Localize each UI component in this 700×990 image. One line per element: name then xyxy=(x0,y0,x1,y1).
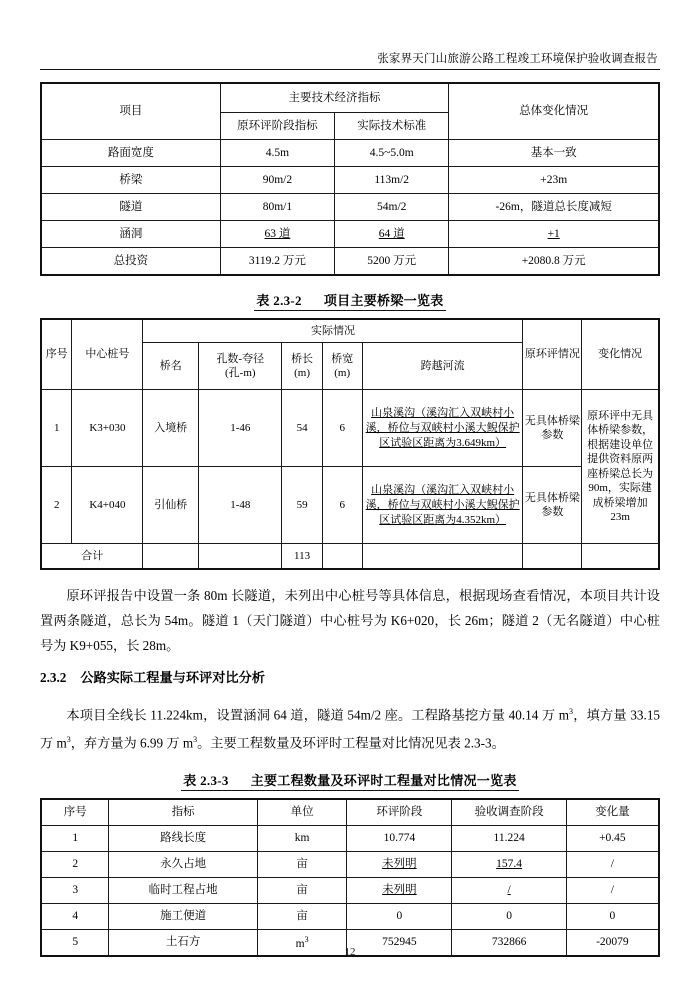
page-header xyxy=(40,0,660,70)
change-value-cell: -26m，隧道总长度减短 xyxy=(449,194,659,221)
item-cell: 桥梁 xyxy=(41,167,220,194)
bridge-river-cell: 山泉溪沟（溪沟汇入双峡村小溪，桥位与双峡村小溪大鲵保护区试验区距离为4.352km） xyxy=(362,467,523,544)
bridge-total-river xyxy=(362,544,523,570)
section-title: 公路实际工程量与环评对比分析 xyxy=(80,670,265,685)
para2-part-b: ，填方量 33.15 万 m xyxy=(40,707,661,751)
eia-value-cell: 63 道 xyxy=(220,221,334,248)
bridge-length-cell: 59 xyxy=(282,467,322,544)
quantity-delta-cell: +0.45 xyxy=(566,825,659,851)
para2-part-c: ，弃方量为 6.99 万 m xyxy=(70,735,194,751)
header-eia-situation: 原环评情况 xyxy=(523,319,582,390)
header-bridge-length-unit: (m) xyxy=(294,367,310,379)
para2-sup-1: 3 xyxy=(569,707,574,716)
quantity-accept-cell: 11.224 xyxy=(452,825,566,851)
bridge-seq-cell: 2 xyxy=(41,467,72,544)
table3-caption-number: 表 2.3-3 xyxy=(183,772,229,788)
bridge-change-cell: 原环评中无具体桥梁参数，根据建设单位提供资料原两座桥梁总长为90m，实际建成桥梁增加23m xyxy=(582,390,659,544)
bridge-eia-cell: 无具体桥梁参数 xyxy=(523,467,582,544)
bridge-river-cell: 山泉溪沟（溪沟汇入双峡村小溪，桥位与双峡村小溪大鲵保护区试验区距离为3.649km） xyxy=(362,390,523,467)
bridge-seq-cell: 1 xyxy=(41,390,72,467)
actual-value-cell: 54m/2 xyxy=(335,194,449,221)
table-row xyxy=(41,877,659,903)
table3-caption xyxy=(40,770,660,791)
eia-value-cell: 80m/1 xyxy=(220,194,334,221)
bridge-total-width xyxy=(322,544,362,570)
table-row xyxy=(41,851,659,877)
bridge-header-row-1 xyxy=(41,319,659,343)
table-row xyxy=(41,194,659,221)
table-row xyxy=(41,903,659,929)
table-row xyxy=(41,825,659,851)
header-rule xyxy=(40,69,660,70)
header-change-situation: 变化情况 xyxy=(582,319,659,390)
table-row xyxy=(41,167,659,194)
quantity-eia-cell: 752945 xyxy=(347,929,452,956)
quantity-delta-cell: -20079 xyxy=(566,929,659,956)
header-cell-4: 验收调查阶段 xyxy=(452,799,566,826)
item-cell: 隧道 xyxy=(41,194,220,221)
eia-value-cell: 4.5m xyxy=(220,140,334,167)
item-cell: 涵洞 xyxy=(41,221,220,248)
header-actual-standard: 实际技术标准 xyxy=(335,113,449,140)
bridge-eia-cell: 无具体桥梁参数 xyxy=(523,390,582,467)
header-center-pile: 中心桩号 xyxy=(72,319,143,390)
quantity-seq-cell: 4 xyxy=(41,903,109,929)
eia-value-cell: 90m/2 xyxy=(220,167,334,194)
paragraph-tunnel-info: 原环评报告中设置一条 80m 长隧道，未列出中心桩号等具体信息，根据现场查看情况，本项目共计设置两条隧道，总长为 54m。隧道 1（天门隧道）中心桩号为 K6+020，长 26m；隧道 2（无名隧道）中心桩号为 K9+055，长 28m。 xyxy=(40,588,660,653)
bridge-name-cell: 入境桥 xyxy=(143,390,199,467)
para2-sup-2: 3 xyxy=(66,735,71,745)
header-holes-span-unit: (孔-m) xyxy=(225,367,256,379)
quantity-accept-cell: 157.4 xyxy=(452,851,566,877)
bridge-total-name xyxy=(143,544,199,570)
quantity-indicator-cell: 路线长度 xyxy=(109,825,257,851)
header-main-tech: 主要技术经济指标 xyxy=(220,83,449,113)
bridge-total-length: 113 xyxy=(282,544,322,570)
quantity-eia-cell: 10.774 xyxy=(347,825,452,851)
header-cell-3: 环评阶段 xyxy=(347,799,452,826)
header-item: 项目 xyxy=(41,83,220,140)
actual-value-cell: 5200 万元 xyxy=(335,248,449,276)
quantity-accept-cell: 732866 xyxy=(452,929,566,956)
header-river-crossed: 跨越河流 xyxy=(362,343,523,390)
table2-caption xyxy=(40,290,660,311)
eia-value-cell: 3119.2 万元 xyxy=(220,248,334,276)
header-eia-stage: 原环评阶段指标 xyxy=(220,113,334,140)
quantity-indicator-cell: 施工便道 xyxy=(109,903,257,929)
table-row xyxy=(41,140,659,167)
change-value-cell: 基本一致 xyxy=(449,140,659,167)
header-cell-0: 序号 xyxy=(41,799,109,826)
bridge-holes-cell: 1-48 xyxy=(199,467,282,544)
table3-caption-text: 主要工程数量及环评时工程量对比情况一览表 xyxy=(250,772,517,788)
bridge-total-change xyxy=(582,544,659,570)
quantity-delta-cell: / xyxy=(566,851,659,877)
bridge-total-eia xyxy=(523,544,582,570)
header-bridge-length-text: 桥长 xyxy=(291,352,314,365)
header-holes-span xyxy=(199,343,282,390)
quantity-comparison-table xyxy=(40,798,660,957)
table-header-row xyxy=(41,83,659,113)
quantity-unit-cell: 亩 xyxy=(257,851,347,877)
quantity-seq-cell: 1 xyxy=(41,825,109,851)
table-header-row xyxy=(41,799,659,826)
para2-part-d: 。主要工程数量及环评时工程量对比情况见表 2.3-3。 xyxy=(197,735,505,751)
quantity-accept-cell: 0 xyxy=(452,903,566,929)
header-cell-1: 指标 xyxy=(109,799,257,826)
bridge-row xyxy=(41,467,659,544)
quantity-delta-cell: / xyxy=(566,877,659,903)
bridge-length-cell: 54 xyxy=(282,390,322,467)
table-row xyxy=(41,221,659,248)
bridge-list-table xyxy=(40,318,660,570)
quantity-seq-cell: 5 xyxy=(41,929,109,956)
table2-caption-number: 表 2.3-2 xyxy=(256,293,302,308)
section-heading-2-3-2 xyxy=(40,666,660,690)
technical-indicator-table-wrap xyxy=(40,82,660,276)
header-bridge-width-text: 桥宽 xyxy=(331,352,354,365)
quantity-seq-cell: 2 xyxy=(41,851,109,877)
change-value-cell: +2080.8 万元 xyxy=(449,248,659,276)
header-bridge-width xyxy=(322,343,362,390)
table2-caption-text: 项目主要桥梁一览表 xyxy=(323,293,444,308)
actual-value-cell: 64 道 xyxy=(335,221,449,248)
header-bridge-width-unit: (m) xyxy=(334,367,351,379)
table-row xyxy=(41,248,659,276)
header-seq: 序号 xyxy=(41,319,72,390)
quantity-unit-cell: $m^3$ xyxy=(257,929,347,956)
quantity-indicator-cell: 临时工程占地 xyxy=(109,877,257,903)
header-holes-span-text: 孔数-夸径 xyxy=(216,352,265,365)
quantity-indicator-cell: 土石方 xyxy=(109,929,257,956)
change-value-cell: +1 xyxy=(449,221,659,248)
bridge-pile-cell: K3+030 xyxy=(72,390,143,467)
quantity-accept-cell: / xyxy=(452,877,566,903)
bridge-name-cell: 引仙桥 xyxy=(143,467,199,544)
bridge-row xyxy=(41,390,659,467)
quantity-indicator-cell: 永久占地 xyxy=(109,851,257,877)
technical-indicator-table xyxy=(40,82,660,276)
bridge-width-cell: 6 xyxy=(322,467,362,544)
paragraph-quantity-info xyxy=(40,699,660,756)
bridge-total-label: 合计 xyxy=(41,544,143,570)
quantity-eia-cell: 未列明 xyxy=(347,851,452,877)
bridge-total-row xyxy=(41,544,659,570)
header-title: 张家界天门山旅游公路工程竣工环境保护验收调查报告 xyxy=(377,53,658,65)
item-cell: 路面宽度 xyxy=(41,140,220,167)
page-number: 12 xyxy=(344,946,356,958)
bridge-total-holes xyxy=(199,544,282,570)
bridge-width-cell: 6 xyxy=(322,390,362,467)
quantity-eia-cell: 0 xyxy=(347,903,452,929)
item-cell: 总投资 xyxy=(41,248,220,276)
change-value-cell: +23m xyxy=(449,167,659,194)
para2-sup-3: 3 xyxy=(193,735,198,745)
quantity-eia-cell: 未列明 xyxy=(347,877,452,903)
header-overall-change: 总体变化情况 xyxy=(449,83,659,140)
quantity-seq-cell: 3 xyxy=(41,877,109,903)
bridge-pile-cell: K4+040 xyxy=(72,467,143,544)
quantity-delta-cell: 0 xyxy=(566,903,659,929)
quantity-unit-cell: 亩 xyxy=(257,903,347,929)
actual-value-cell: 113m/2 xyxy=(335,167,449,194)
para2-part-a: 本项目全线长 11.224km，设置涵洞 64 道，隧道 54m/2 座。工程路基挖方量 40.14 万 m xyxy=(66,707,570,723)
quantity-unit-cell: 亩 xyxy=(257,877,347,903)
header-cell-5: 变化量 xyxy=(566,799,659,826)
section-number: 2.3.2 xyxy=(40,670,67,685)
header-bridge-length xyxy=(282,343,322,390)
header-bridge-name: 桥名 xyxy=(143,343,199,390)
header-actual-situation: 实际情况 xyxy=(143,319,523,343)
bridge-holes-cell: 1-46 xyxy=(199,390,282,467)
quantity-unit-cell: km xyxy=(257,825,347,851)
header-cell-2: 单位 xyxy=(257,799,347,826)
actual-value-cell: 4.5~5.0m xyxy=(335,140,449,167)
